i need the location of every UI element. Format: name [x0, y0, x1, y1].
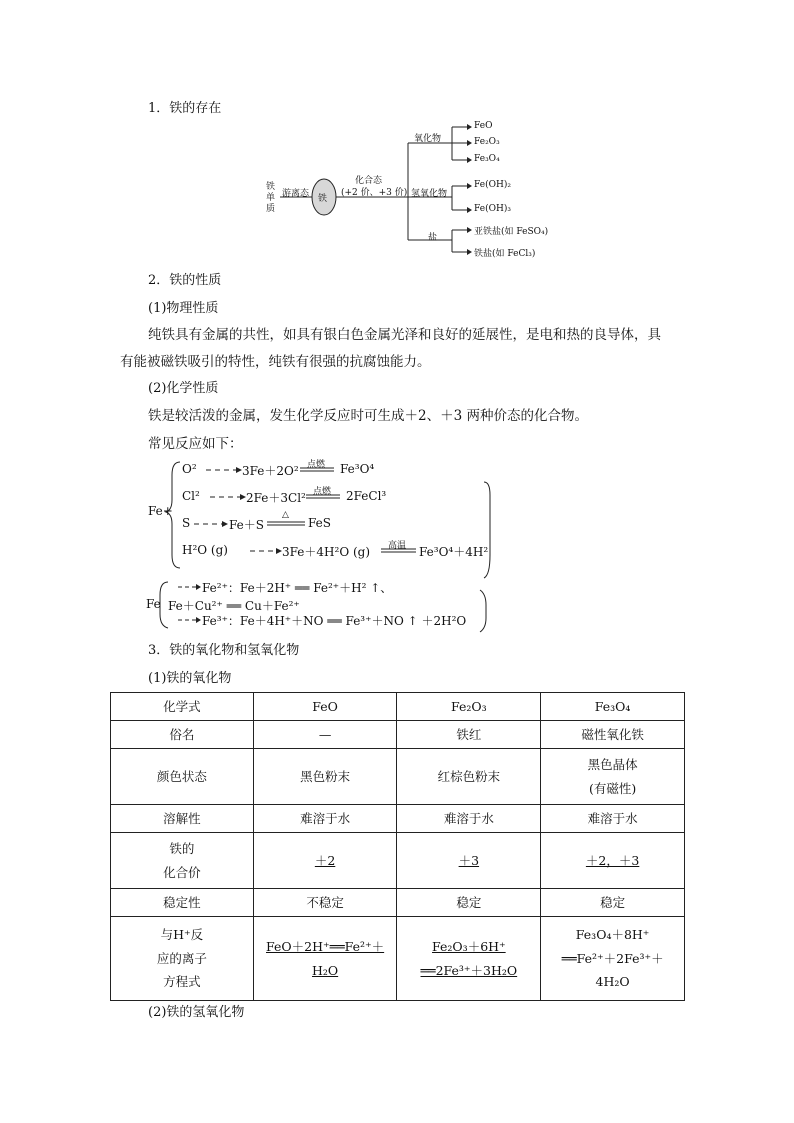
reaction-4-reactant: H²O (g)	[182, 543, 228, 557]
table-cell	[253, 833, 397, 889]
reaction-4-product: Fe³O⁴＋4H²	[419, 545, 489, 559]
table-row	[111, 805, 685, 833]
compound-state-label: 化合态	[355, 176, 383, 186]
table-cell: 红棕色粉末	[397, 749, 541, 805]
cell-line: H₂O	[311, 962, 339, 978]
section-2-title: 2．铁的性质	[148, 273, 222, 288]
valence-note: (+2 价、+3 价)	[341, 188, 408, 198]
oxides-label: 氧化物	[414, 134, 442, 144]
elemental-iron-label: 铁 单 质	[266, 182, 276, 214]
table-cell: 磁性氧化铁	[541, 721, 685, 749]
table-cell: —	[253, 721, 397, 749]
cell-line: FeO＋2H⁺══Fe²⁺＋	[266, 938, 385, 954]
salt-ferric: 铁盐(如 FeCl₃)	[474, 249, 536, 259]
table-row	[111, 917, 685, 1001]
physical-properties-title: (1)物理性质	[148, 301, 219, 316]
table-cell: 稳定	[397, 889, 541, 917]
row-label-valence	[111, 833, 254, 889]
physical-text-line-2: 有能被磁铁吸引的特性，纯铁有很强的抗腐蚀能力。	[120, 354, 431, 370]
oxides-subtitle: (1)铁的氧化物	[148, 671, 232, 686]
row-label-stability: 稳定性	[111, 889, 254, 917]
hydroxides-subtitle: (2)铁的氢氧化物	[148, 1005, 245, 1020]
physical-text-line-1: 纯铁具有金属的共性，如具有银白色金属光泽和良好的延展性，是电和热的良导体，具	[148, 327, 661, 343]
hydroxides-label: 氢氧化物	[411, 189, 448, 199]
reaction-2-condition: 点燃	[313, 487, 332, 497]
answer-blank: ＋2，＋3	[585, 852, 640, 868]
table-row	[111, 721, 685, 749]
table-cell: 稳定	[541, 889, 685, 917]
oxide-fe2o3: Fe₂O₃	[474, 137, 500, 147]
table-cell: 不稳定	[253, 889, 397, 917]
bottom-reaction-3: Fe³⁺：Fe＋4H⁺＋NO ══ Fe³⁺＋NO ↑ ＋2H²O	[202, 614, 467, 628]
cell-line: 铁的	[169, 840, 195, 856]
table-row	[111, 833, 685, 889]
section-3-title: 3．铁的氧化物和氢氧化物	[148, 643, 300, 658]
free-state-label: 游离态	[282, 189, 310, 199]
cell-line: 与H⁺反	[160, 926, 204, 942]
cell-line: 方程式	[163, 974, 201, 990]
table-row	[111, 889, 685, 917]
chemical-properties-title: (2)化学性质	[148, 381, 219, 396]
table-cell: 难溶于水	[541, 805, 685, 833]
table-cell	[541, 833, 685, 889]
section-1-title: 1．铁的存在	[148, 101, 222, 116]
cell-line: Fe₂O₃＋6H⁺	[432, 938, 506, 954]
table-cell	[397, 917, 541, 1001]
cell-line: 化合价	[163, 864, 201, 880]
hydroxide-feoh2: Fe(OH)₂	[474, 180, 511, 190]
hydroxide-feoh3: Fe(OH)₃	[474, 204, 511, 214]
common-reactions-label: 常见反应如下：	[148, 436, 243, 452]
reaction-1-product: Fe³O⁴	[340, 462, 375, 476]
header-fe2o3: Fe₂O₃	[397, 693, 541, 721]
salts-label: 盐	[428, 233, 438, 243]
cell-line: ══Fe²⁺＋2Fe³⁺＋	[561, 950, 664, 966]
answer-blank: ＋2	[314, 852, 336, 868]
reaction-2-equation: 2Fe＋3Cl²	[246, 491, 306, 505]
row-label-solubility: 溶解性	[111, 805, 254, 833]
salt-ferrous: 亚铁盐(如 FeSO₄)	[474, 227, 549, 237]
reaction-1-reactant: O²	[182, 462, 197, 476]
reaction-1-condition: 点燃	[307, 460, 326, 470]
bottom-reaction-1: Fe²⁺：Fe＋2H⁺ ══ Fe²⁺＋H² ↑、	[202, 581, 393, 595]
table-row	[111, 749, 685, 805]
header-fe3o4: Fe₃O₄	[541, 693, 685, 721]
reaction-3-equation: Fe＋S	[229, 518, 264, 532]
row-label-common-name: 俗名	[111, 721, 254, 749]
cell-line: 4H₂O	[595, 974, 630, 990]
table-cell: 黑色粉末	[253, 749, 397, 805]
cell-line: 应的离子	[156, 950, 207, 966]
table-cell: 难溶于水	[397, 805, 541, 833]
reaction-1-equation: 3Fe＋2O²	[242, 464, 299, 478]
table-cell	[541, 749, 685, 805]
bottom-reaction-2: Fe＋Cu²⁺ ══ Cu＋Fe²⁺	[168, 599, 300, 613]
reaction-3-reactant: S	[182, 516, 191, 530]
iron-oxides-table	[110, 692, 685, 1001]
table-cell	[541, 917, 685, 1001]
cell-line: Fe₃O₄＋8H⁺	[575, 926, 650, 942]
answer-blank: ＋3	[458, 852, 480, 868]
oxide-feo: FeO	[474, 121, 493, 131]
table-cell	[253, 917, 397, 1001]
header-formula: 化学式	[111, 693, 254, 721]
reaction-2-reactant: Cl²	[182, 489, 200, 503]
chemical-text: 铁是较活泼的金属，发生化学反应时可生成＋2、＋3 两种价态的化合物。	[148, 408, 588, 424]
fe-plus-prefix: Fe+	[148, 504, 173, 518]
reaction-2-product: 2FeCl³	[346, 489, 387, 503]
cell-note: (有磁性)	[588, 780, 637, 796]
reaction-4-equation: 3Fe＋4H²O (g)	[282, 545, 371, 559]
row-label-color-state: 颜色状态	[111, 749, 254, 805]
iron-center-label: 铁	[318, 194, 328, 204]
table-cell: 难溶于水	[253, 805, 397, 833]
table-header-row	[111, 693, 685, 721]
fe-bottom-prefix: Fe	[146, 597, 161, 611]
reaction-3-condition: △	[282, 510, 289, 520]
reaction-4-condition: 高温	[388, 541, 407, 551]
table-cell	[397, 833, 541, 889]
row-label-ionic-equation	[111, 917, 254, 1001]
cell-line: ══2Fe³⁺＋3H₂O	[420, 962, 518, 978]
table-cell: 铁红	[397, 721, 541, 749]
cell-line: 黑色晶体	[587, 756, 638, 772]
header-feo: FeO	[253, 693, 397, 721]
oxide-fe3o4: Fe₃O₄	[474, 154, 500, 164]
reaction-3-product: FeS	[308, 516, 331, 530]
